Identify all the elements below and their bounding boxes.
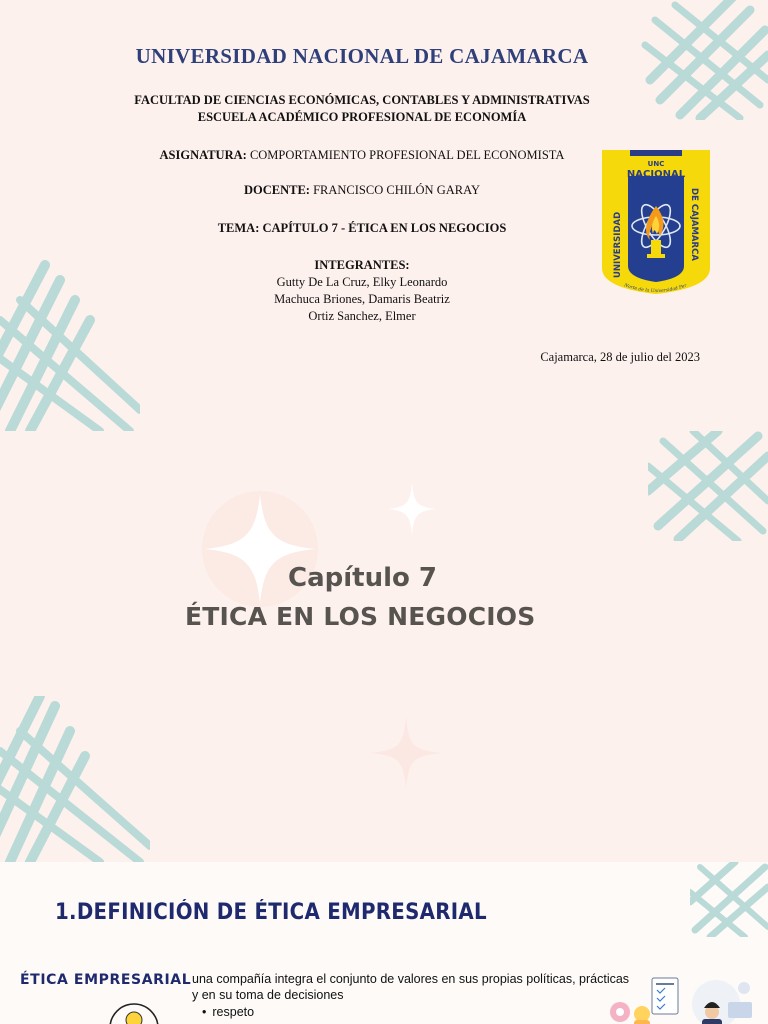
term-label: ÉTICA EMPRESARIAL — [20, 972, 192, 988]
cover-page — [0, 0, 768, 431]
logo-motto-text: Norte de la Universidad Per — [623, 283, 688, 295]
logo-right-text: DE CAJAMARCA — [689, 188, 699, 261]
scribble-decoration-bottom-left — [0, 696, 150, 862]
member-2: Machuca Briones, Damaris Beatriz — [274, 292, 450, 306]
svg-text:DE CAJAMARCA — [689, 188, 699, 261]
date-line: Cajamarca, 28 de julio del 2023 — [540, 350, 700, 364]
member-3: Ortiz Sanchez, Elmer — [308, 309, 416, 323]
chapter-title: ÉTICA EN LOS NEGOCIOS — [185, 602, 536, 631]
subject-value: COMPORTAMIENTO PROFESIONAL DEL ECONOMISTA — [249, 148, 565, 162]
svg-text:UNIVERSIDAD — [613, 212, 623, 278]
teacher-label: DOCENTE: — [243, 183, 310, 197]
school-name: ESCUELA ACADÉMICO PROFESIONAL DE ECONOMÍA — [197, 110, 527, 124]
logo-header-text: NACIONAL — [626, 169, 686, 180]
chapter-page — [0, 431, 768, 862]
definition-page — [0, 862, 768, 1024]
university-logo-icon — [600, 148, 712, 296]
logo-left-text: UNIVERSIDAD — [613, 211, 623, 278]
term-definition: una compañía integra el conjunto de valores en sus propias políticas, prácticas y en su toma de decisiones — [192, 972, 630, 1002]
chapter-number: Capítulo 7 — [288, 563, 438, 593]
faculty-name: FACULTAD DE CIENCIAS ECONÓMICAS, CONTABLES Y ADMINISTRATIVAS — [134, 93, 590, 107]
university-name: UNIVERSIDAD NACIONAL DE CAJAMARCA — [135, 44, 589, 68]
business-illustration-icon — [604, 974, 764, 1024]
members-label: INTEGRANTES: — [314, 258, 410, 272]
scribble-decoration-top-right — [690, 862, 768, 937]
sparkle-small-icon — [386, 481, 438, 537]
topic-line: TEMA: CAPÍTULO 7 - ÉTICA EN LOS NEGOCIOS — [217, 221, 507, 235]
bullet-item: • respeto — [202, 1005, 254, 1019]
teacher-value: FRANCISCO CHILÓN GARAY — [313, 183, 481, 197]
sparkle-faint-icon — [366, 713, 446, 793]
subject-label: ASIGNATURA: — [159, 148, 247, 162]
section-title: 1.DEFINICIÓN DE ÉTICA EMPRESARIAL — [55, 900, 487, 925]
faculty-block — [0, 92, 724, 126]
member-1: Gutty De La Cruz, Elky Leonardo — [276, 275, 448, 289]
lightbulb-icon — [106, 998, 162, 1024]
scribble-decoration-top-right — [648, 431, 768, 541]
logo-unc-text: UNC — [647, 160, 665, 168]
